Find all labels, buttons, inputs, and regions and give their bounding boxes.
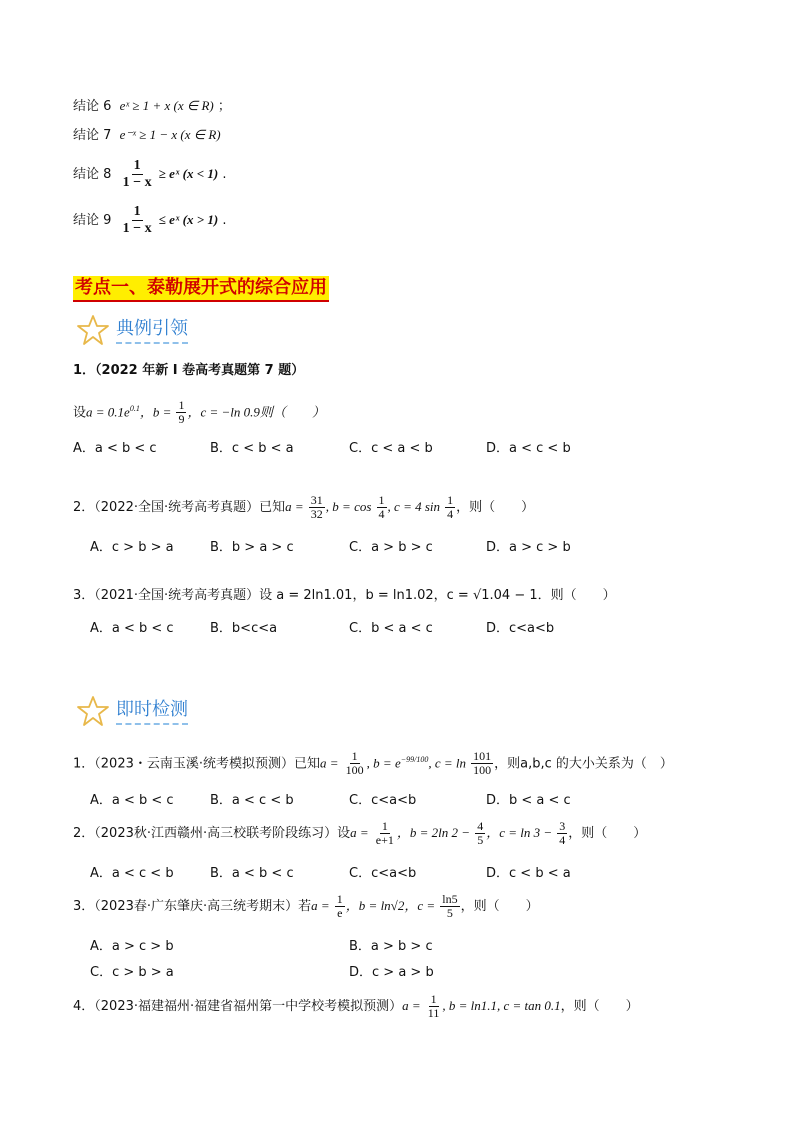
question-prefix: 设	[73, 405, 87, 421]
formula-b: , b = e	[366, 755, 401, 771]
conclusion-label: 结论 8	[73, 167, 112, 182]
choice-c[interactable]: C．c<a<b	[349, 793, 417, 808]
denominator: 1 − x	[122, 175, 152, 190]
numerator: 1	[351, 749, 358, 764]
choice-b[interactable]: B．c < b < a	[210, 441, 294, 456]
question-tail: ，则（ ）	[568, 826, 647, 841]
conclusion-suffix: ；	[217, 99, 231, 114]
formula-b: ，b =	[139, 404, 172, 420]
example-header	[76, 313, 188, 347]
choice-a[interactable]: A．a < b < c	[73, 441, 157, 456]
exponent: −99/100	[400, 755, 429, 764]
check-header	[76, 694, 188, 728]
exponent: 0.1	[129, 404, 140, 413]
question-source: 1．（2022 年新 I 卷高考真题第 7 题）	[73, 363, 305, 378]
denominator: e	[337, 906, 343, 920]
choice-b[interactable]: B．a < b < c	[210, 866, 294, 881]
numerator: 1	[430, 992, 437, 1006]
formula-a: a =	[350, 825, 369, 840]
numerator: 1	[447, 493, 454, 507]
numerator: ln5	[442, 892, 458, 906]
choice-a[interactable]: A．a < b < c	[90, 621, 174, 636]
numerator: 4	[477, 819, 484, 833]
denominator: 5	[446, 906, 453, 920]
fraction	[121, 204, 154, 237]
choice-a[interactable]: A．c > b > a	[90, 540, 174, 555]
formula-a: a =	[311, 898, 330, 913]
question-source: 3．（2023春·广东肇庆·高三统考期末）若	[73, 899, 312, 914]
question-source: 2．（2023秋·江西赣州·高三校联考阶段练习）设	[73, 826, 351, 841]
question-source: 4．（2023·福建福州·福建省福州第一中学校考模拟预测）	[73, 999, 403, 1014]
denominator: 4	[447, 507, 454, 521]
star-icon	[76, 694, 110, 728]
fraction	[374, 820, 396, 847]
choice-d[interactable]: D．a > c > b	[486, 540, 571, 555]
question-tail: ，则（ ）	[460, 899, 539, 914]
section-title: 考点一、泰勒展开式的综合应用	[73, 276, 329, 302]
denominator: 11	[427, 1006, 440, 1020]
choice-d[interactable]: D．c < b < a	[486, 866, 571, 881]
formula-c: , c = ln	[428, 755, 466, 771]
numerator: 1	[336, 892, 343, 906]
star-icon	[76, 313, 110, 347]
numerator: 1	[378, 493, 385, 507]
conclusion-6	[73, 97, 231, 116]
question-tail: ，则（ ）	[456, 500, 535, 515]
check-header-label: 即时检测	[116, 698, 188, 725]
choice-c[interactable]: C．c<a<b	[349, 866, 417, 881]
fraction	[557, 820, 567, 847]
denominator: 9	[178, 412, 185, 427]
choice-d[interactable]: D．c > a > b	[349, 965, 434, 980]
question-body	[73, 989, 639, 1024]
formula-c: ，c = −ln 0.9则（ ）	[187, 404, 325, 420]
choice-c[interactable]: C．c < a < b	[349, 441, 433, 456]
choice-d[interactable]: D．b < a < c	[486, 793, 571, 808]
numerator: 1	[178, 398, 185, 413]
example-header-label: 典例引领	[116, 317, 188, 344]
numerator: 1	[381, 819, 388, 833]
fraction	[471, 750, 493, 777]
conclusion-formula: eˣ ≥ 1 + x (x ∈ R)	[119, 98, 214, 113]
conclusion-label: 结论 7	[73, 128, 112, 143]
numerator: 1	[133, 204, 141, 219]
question-body	[73, 816, 646, 851]
conclusion-suffix: .	[222, 213, 227, 228]
question-source: 2．（2022·全国·统考高考真题）已知	[73, 500, 286, 515]
choice-c[interactable]: C．b < a < c	[349, 621, 433, 636]
question-body	[73, 742, 673, 782]
denominator: 32	[310, 507, 323, 521]
question-body	[73, 490, 534, 525]
choice-a[interactable]: A．a < b < c	[90, 793, 174, 808]
question-tail: ，则a,b,c 的大小关系为（ ）	[494, 756, 673, 772]
formula-a: a =	[285, 499, 304, 514]
fraction	[475, 820, 485, 847]
denominator: 5	[477, 833, 484, 847]
conclusion-label: 结论 6	[73, 99, 112, 114]
formula-b: ，b = 2ln 2 −	[396, 825, 471, 840]
choice-b[interactable]: B．b > a > c	[210, 540, 294, 555]
fraction	[344, 750, 366, 777]
question-body	[73, 395, 325, 427]
fraction	[377, 494, 387, 521]
denominator: e+1	[375, 833, 394, 847]
denominator: 100	[345, 763, 364, 778]
question-body: 3．（2021·全国·统考高考真题）设 a = 2ln1.01，b = ln1.02，c = √1.04 − 1．则（ ）	[73, 588, 616, 603]
fraction	[440, 893, 459, 920]
choice-b[interactable]: B．b<c<a	[210, 621, 278, 636]
numerator: 101	[473, 749, 492, 764]
conclusion-8	[73, 157, 226, 192]
choice-d[interactable]: D．c<a<b	[486, 621, 555, 636]
choice-c[interactable]: C．c > b > a	[90, 965, 174, 980]
choice-a[interactable]: A．a > c > b	[90, 939, 174, 954]
conclusion-suffix: .	[222, 167, 227, 182]
fraction	[445, 494, 455, 521]
question-source: 1．（2023・云南玉溪·统考模拟预测）已知	[73, 756, 320, 772]
question-tail: ，则（ ）	[560, 999, 639, 1014]
formula-bc: , b = ln1.1, c = tan 0.1	[442, 998, 561, 1013]
conclusion-7	[73, 126, 221, 145]
denominator: 100	[473, 763, 492, 778]
numerator: 3	[559, 819, 566, 833]
fraction	[426, 993, 442, 1020]
denominator: 1 − x	[122, 221, 152, 236]
choice-b[interactable]: B．a < c < b	[210, 793, 294, 808]
conclusion-formula: ≥ eˣ (x < 1)	[158, 166, 219, 181]
formula-c: , c = 4 sin	[387, 499, 441, 514]
numerator: 1	[133, 158, 141, 173]
choice-c[interactable]: C．a > b > c	[349, 540, 433, 555]
choice-b[interactable]: B．a > b > c	[349, 939, 433, 954]
choice-a[interactable]: A．a < c < b	[90, 866, 174, 881]
denominator: 4	[378, 507, 385, 521]
conclusion-formula: e⁻ˣ ≥ 1 − x (x ∈ R)	[119, 127, 221, 142]
fraction	[121, 158, 154, 191]
conclusion-9	[73, 203, 226, 238]
fraction	[309, 494, 325, 521]
conclusion-label: 结论 9	[73, 213, 112, 228]
conclusion-formula: ≤ eˣ (x > 1)	[158, 212, 219, 227]
formula-b: ，b = ln√2，c =	[345, 898, 436, 913]
question-body	[73, 889, 539, 924]
fraction	[176, 399, 186, 426]
formula-a: a =	[320, 755, 339, 771]
formula-b: , b = cos	[325, 499, 372, 514]
denominator: 4	[559, 833, 566, 847]
numerator: 31	[310, 493, 323, 507]
formula-a: a = 0.1e	[86, 404, 130, 420]
fraction	[335, 893, 345, 920]
formula-c: ，c = ln 3 −	[486, 825, 553, 840]
formula-a: a =	[402, 998, 421, 1013]
choice-d[interactable]: D．a < c < b	[486, 441, 571, 456]
